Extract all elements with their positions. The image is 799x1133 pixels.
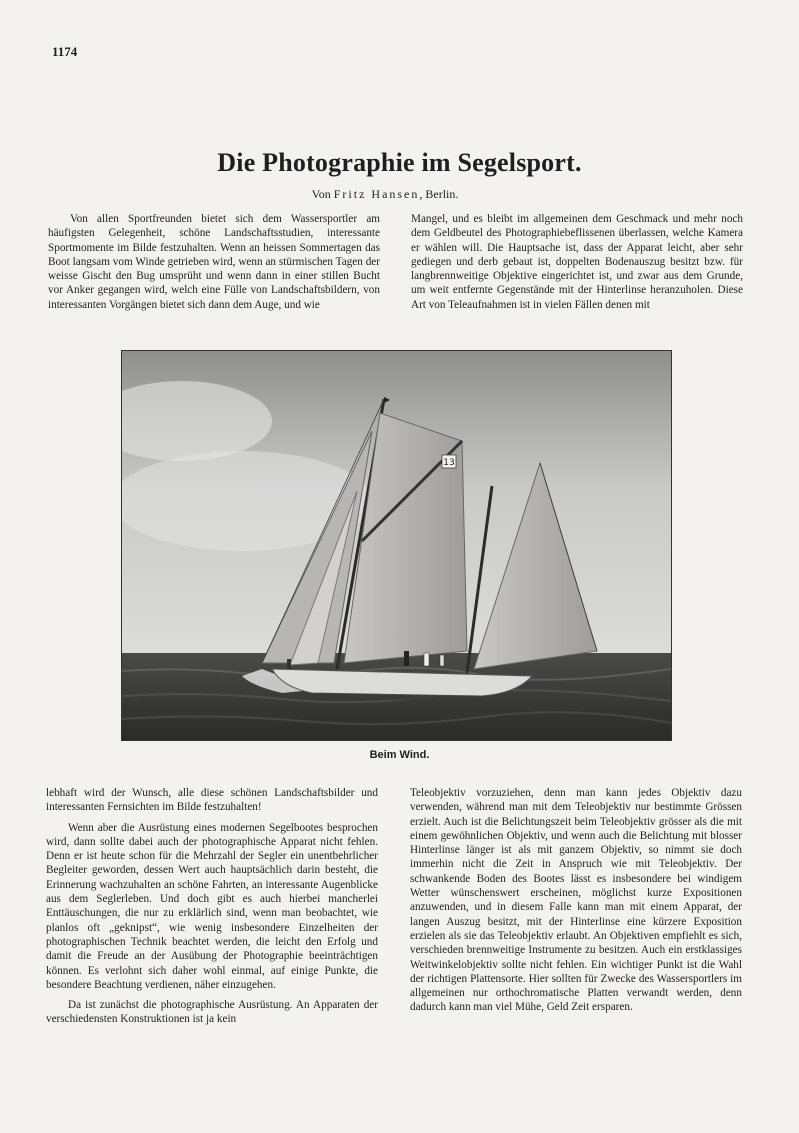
photo-caption: Beim Wind. [369, 749, 430, 761]
crew-figure [440, 655, 444, 666]
paragraph: Von allen Sportfreunden bietet sich dem Wassersportler am häufigsten Gelegenheit, schöne Landschaftsstudien, interessante Sportmomente im Bilde festzuhalten. Wenn an heissen Sommertagen das Boot langsam vom Winde getrieben wird, wenn an stürmischen Tagen der weisse Gischt den Bug umsprüht und wenn dann in einer stillen Bucht vor Anker gegangen wird, welch eine Fülle von Landschaftsbildern, von interessanten Vorgängen bietet sich dann dem Auge, und wie [48, 213, 380, 311]
column-top-right [411, 212, 743, 312]
sailboat-illustration [122, 351, 671, 740]
crew-figure [287, 659, 291, 669]
paragraph: Wenn aber die Ausrüstung eines modernen Segelbootes besprochen wird, dann sollte dabei auch der photographische Apparat nicht fehlen. Denn er ist heute schon für die Mehrzahl der Segler ein unentbehrlicher Begleiter geworden, dessen Wert auch hauptsächlich darin besteht, die Erinnerung wachzuhalten an schöne Fahrten, an interessante Augenblicke aus dem Seglerleben. Und doch gibt es auch hierbei mancherlei Enttäuschungen, die nur zu erklärlich sind, wenn man beobachtet, wie planlos oft „geknipst“, wie wenig insbesondere Einzelheiten der photographischen Technik beachtet werden, die leicht den Erfolg und damit die Freude an der Ausübung der Photographie beeinträchtigen können. Es verlohnt sich daher wohl einmal, auf einige Punkte, die besondere Beachtung verdienen, näher einzugehen. [46, 821, 378, 991]
byline-prefix: Von [311, 187, 331, 201]
byline-author: Fritz Hansen [333, 187, 420, 201]
column-top-left [48, 212, 380, 312]
paragraph: lebhaft wird der Wunsch, alle diese schönen Landschaftsbilder und interessanten Fernsichten im Bilde festzuhalten! [46, 787, 378, 814]
column-bottom-left [46, 786, 378, 1027]
page-number: 1174 [52, 44, 78, 59]
paragraph: Mangel, und es bleibt im allgemeinen dem Geschmack und mehr noch dem Geldbeutel des Photographiebeflissenen überlassen, welche Kamera er wählen will. Die Hauptsache ist, dass der Apparat leicht, aber sehr gediegen und derb gebaut ist, doppelten Bodenauszug besitzt bzw. für langbrennweitige Objektive eingerichtet ist, und zwar aus dem Grunde, um weit entfernte Gegenstände mit der Hinterlinse heranzuholen. Diese Art von Teleaufnahmen ist in vielen Fällen denen mit [411, 213, 743, 311]
article-title: Die Photographie im Segelsport. [217, 148, 582, 177]
crew-figure [404, 651, 409, 666]
paragraph: Da ist zunächst die photographische Ausrüstung. An Apparaten der verschiedensten Konstruktionen ist ja kein [46, 999, 378, 1026]
column-bottom-right [410, 786, 742, 1015]
byline [0, 187, 770, 202]
sailboat-photo [121, 350, 672, 741]
byline-location: , Berlin. [419, 187, 459, 201]
sail-number: 13 [443, 458, 455, 468]
crew-figure [424, 653, 429, 666]
paragraph: Teleobjektiv vorzuziehen, denn man kann jedes Objektiv dazu verwenden, während man mit dem Teleobjektiv nur bestimmte Grössen erzielt. Auch ist die Belichtungszeit beim Teleobjektiv grösser als die mit einem gewöhnlichen Objektiv, und wenn auch die Belichtung mit blosser Hinterlinse länger ist als mit ganzem Objektiv, so nimmt sie doch immerhin nicht die Zeit in Anspruch wie mit Teleobjektiv. Der schwankende Boden des Bootes lässt es insbesondere bei windigem Wetter wünschenswert erscheinen, möglichst kurze Expositionen anzuwenden, und in diesem Falle kann man mit einem Apparat, der langen Auszug besitzt, mit der Hinterlinse eine kürzere Exposition erzielen als sie das Teleobjektiv erlaubt. An Objektiven empfiehlt es sich, verschieden brennweitige Instrumente zu besitzen. Auch ein erstklassiges Weitwinkelobjektiv sollte nicht fehlen. Ein wichtiger Punkt ist die Wahl der richtigen Plattensorte. Hier sollten für Zwecke des Wassersportlers im allgemeinen nur orthochromatische Platten verwandt werden, denn dadurch kann man viel Mühe, Geld Zeit ersparen. [410, 787, 742, 1014]
